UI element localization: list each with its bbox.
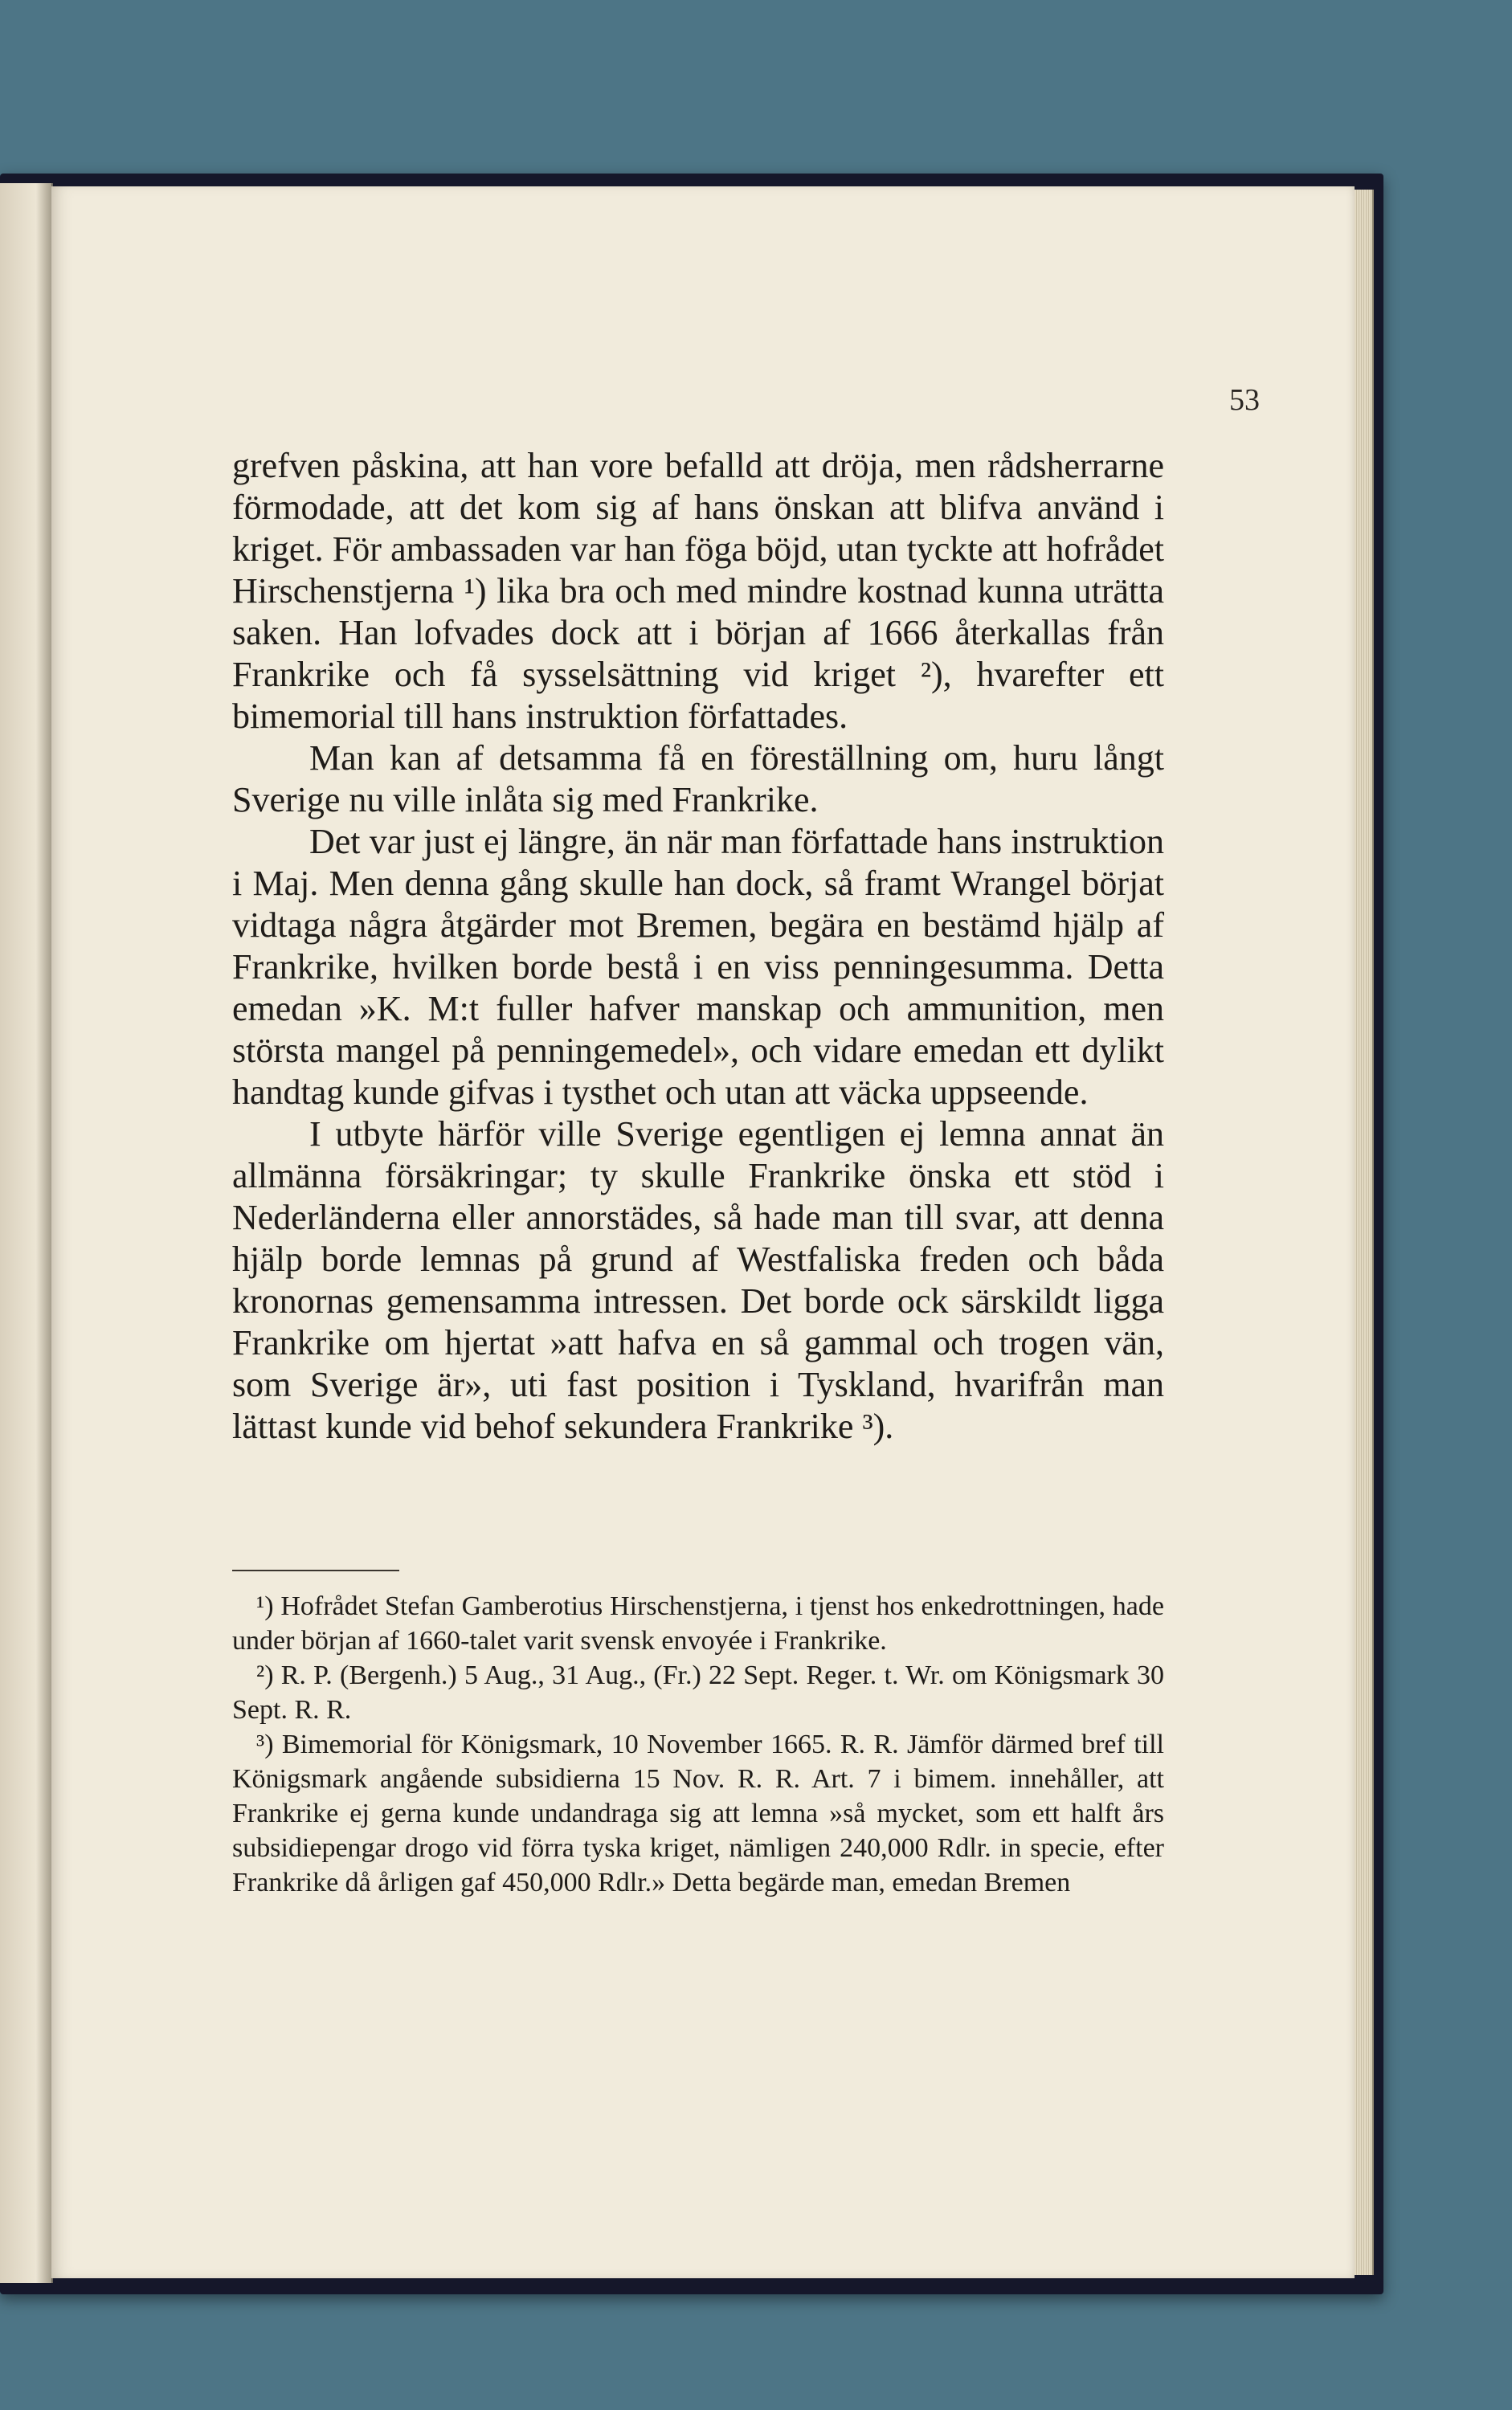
footnotes (232, 1589, 1164, 1900)
previous-page-edge (0, 183, 53, 2283)
paragraph-1: grefven påskina, att han vore befalld att dröja, men rådsherrarne förmodade, att det kom sig af hans önskan att blifva använd i kriget. För ambassaden var han föga böjd, utan tyckte att hofrådet Hirschenstjerna ¹) lika bra och med mindre kostnad kunna uträtta saken. Han lofvades dock att i början af 1666 återkallas från Frankrike och få sysselsättning vid kriget ²), hvarefter ett bimemorial till hans instruktion författades. (232, 446, 1164, 736)
footnote-1: ¹) Hofrådet Stefan Gamberotius Hirschenstjerna, i tjenst hos enkedrottningen, hade under början af 1660-talet varit svensk envoyée i Frankrike. (232, 1591, 1164, 1656)
footnote-divider (232, 1570, 399, 1571)
paragraph-2: Man kan af detsamma få en föreställning om, huru långt Sverige nu ville inlåta sig med Frankrike. (232, 738, 1164, 819)
body-text (232, 445, 1164, 1448)
paragraph-4: I utbyte härför ville Sverige egentligen ej lemna annat än allmänna försäkringar; ty skulle Frankrike önska ett stöd i Nederländerna eller annorstädes, så hade man till svar, att denna hjälp borde lemnas på grund af Westfaliska freden och båda kronornas gemensamma intressen. Det borde ock särskildt ligga Frankrike om hjertat »att hafva en så gammal och trogen vän, som Sverige är», uti fast position i Tyskland, hvarifrån man lättast kunde vid behof sekundera Frankrike ³). (232, 1114, 1164, 1446)
footnote-2: ²) R. P. (Bergenh.) 5 Aug., 31 Aug., (Fr.) 22 Sept. Reger. t. Wr. om Königsmark 30 Sept. R. R. (232, 1660, 1164, 1725)
page-stack-edge (1355, 190, 1374, 2275)
page-number: 53 (1229, 383, 1260, 417)
footnote-3: ³) Bimemorial för Königsmark, 10 November 1665. R. R. Jämför därmed bref till Königsmark angående subsidierna 15 Nov. R. R. Art. 7 i bimem. innehåller, att Frankrike ej gerna kunde undandraga sig att lemna »så mycket, som ett halft års subsidiepengar drogo vid förra tyska kriget, nämligen 240,000 Rdlr. in specie, efter Frankrike då årligen gaf 450,000 Rdlr.» Detta begärde man, emedan Bremen (232, 1730, 1164, 1897)
paragraph-3: Det var just ej längre, än när man författade hans instruktion i Maj. Men denna gång skulle han dock, så framt Wrangel börjat vidtaga några åtgärder mot Bremen, begära en bestämd hjälp af Frankrike, hvilken borde bestå i en viss penningesumma. Detta emedan »K. M:t fuller hafver manskap och ammunition, men största mangel på penningemedel», och vidare emedan ett dylikt handtag kunde gifvas i tysthet och utan att väcka uppseende. (232, 822, 1164, 1112)
